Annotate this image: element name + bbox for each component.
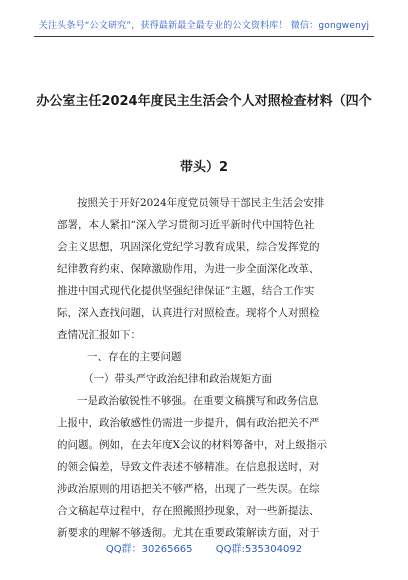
paragraph-line: 查情况汇报如下： [57, 329, 141, 341]
document-title-line-1: 办公室主任2024年度民主生活会个人对照检查材料（四个 [36, 94, 372, 109]
paragraph-line: 际，深入查找问题，认真进行对照检查。现将个人对照检 [57, 307, 320, 319]
header-banner: 关注头条号“公文研究”，获得最新最全最专业的公文资料库！ 微信：gongwenyj [38, 21, 370, 31]
paragraph-line: 一是政治敏锐性不够强。在重要文稿撰写和政务信息 [77, 395, 319, 407]
footer-qq-group-2: QQ群:535304092 [215, 544, 303, 555]
paragraph-line: 按照关于开好2024年度党员领导干部民主生活会安排 [77, 197, 325, 209]
document-title-line-2: 带头）2 [179, 160, 229, 175]
paragraph-line: 纪律教育约束、保障激励作用，为进一步全面深化改革、 [57, 263, 320, 275]
paragraph-line: 新要求的理解不够透彻。尤其在重要政策解读方面，对于 [57, 527, 320, 539]
paragraph-line: 会主义思想，巩固深化党纪学习教育成果，综合发挥党的 [57, 241, 320, 253]
document-body [57, 192, 357, 544]
paragraph-line: 推进中国式现代化提供坚强纪律保证”主题，结合工作实 [57, 285, 315, 297]
section-heading: 一、存在的主要问题 [87, 351, 182, 363]
paragraph-line: 的问题。例如，在去年度X会议的材料筹备中，对上级指示 [57, 439, 327, 451]
header-divider [34, 36, 374, 37]
paragraph-line: 合文稿起草过程中，存在照搬照抄现象，对一些新提法、 [57, 505, 320, 517]
footer-qq-group-1: QQ群：30265665 [105, 544, 193, 555]
paragraph-line: 的领会偏差，导致文件表述不够精准。在信息报送时，对 [57, 461, 320, 473]
paragraph-line: 部署，本人紧扣“深入学习贯彻习近平新时代中国特色社 [57, 219, 315, 231]
paragraph-line: 涉政治原则的用语把关不够严格，出现了一些失误。在综 [57, 483, 320, 495]
paragraph-line: 上报中，政治敏感性仍需进一步提升，偶有政治把关不严 [57, 417, 320, 429]
subsection-heading: （一）带头严守政治纪律和政治规矩方面 [83, 373, 272, 385]
footer-contact [0, 540, 408, 555]
